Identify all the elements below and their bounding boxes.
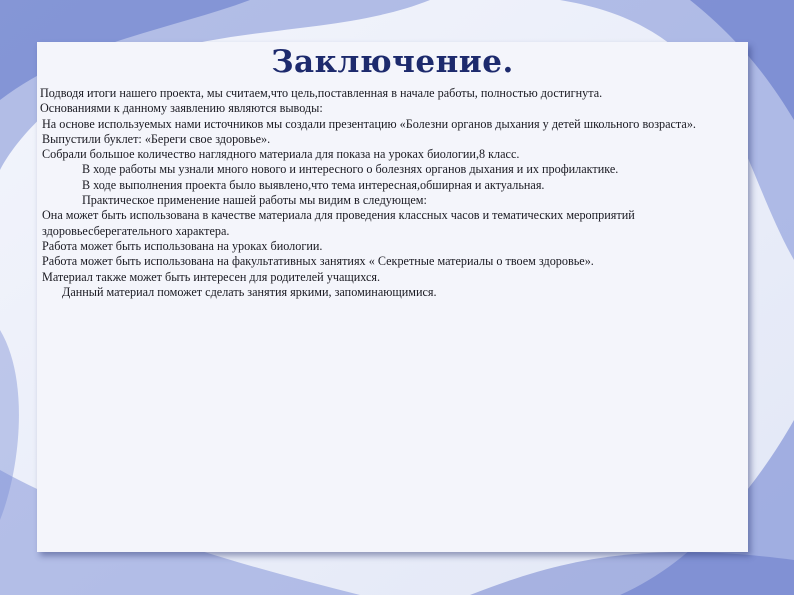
closing-item: Данный материал поможет сделать занятия яркими, запоминающимися. [62,284,437,299]
biology-lessons-item: Работа может быть использована на уроках биологии. [42,238,323,253]
slide-body [40,86,740,300]
electives-item: Работа может быть использована на факультативных занятиях « Секретные материалы о твоем здоровье». [42,254,594,269]
booklet-item: Выпустили буклет: «Береги свое здоровье». [42,131,271,146]
parents-item: Материал также может быть интересен для родителей учащихся. [42,269,381,284]
topic-item: В ходе выполнения проекта было выявлено,что тема интересная,обширная и актуальная. [82,177,545,192]
conclusions-intro: Основаниями к данному заявлению являются выводы: [40,101,323,116]
application-intro: Практическое применение нашей работы мы видим в следующем: [82,193,427,208]
slide-title: Заключение. [271,44,514,80]
content-card [37,42,748,552]
summary-paragraph: Подводя итоги нашего проекта, мы считаем,что цель,поставленная в начале работы, полностью достигнута. [40,86,603,100]
presentation-item: На основе используемых нами источников мы создали презентацию «Болезни органов дыхания у детей школьного возраста». [42,116,696,131]
materials-item: Собрали большое количество наглядного материала для показа на уроках биологии,8 класс. [42,147,520,162]
learned-item: В ходе работы мы узнали много нового и интересного о болезнях органов дыхания и их профилактике. [82,162,619,177]
class-hours-item: Она может быть использована в качестве материала для проведения классных часов и тематических мероприятий здоровьесберегательного характера. [42,208,635,238]
